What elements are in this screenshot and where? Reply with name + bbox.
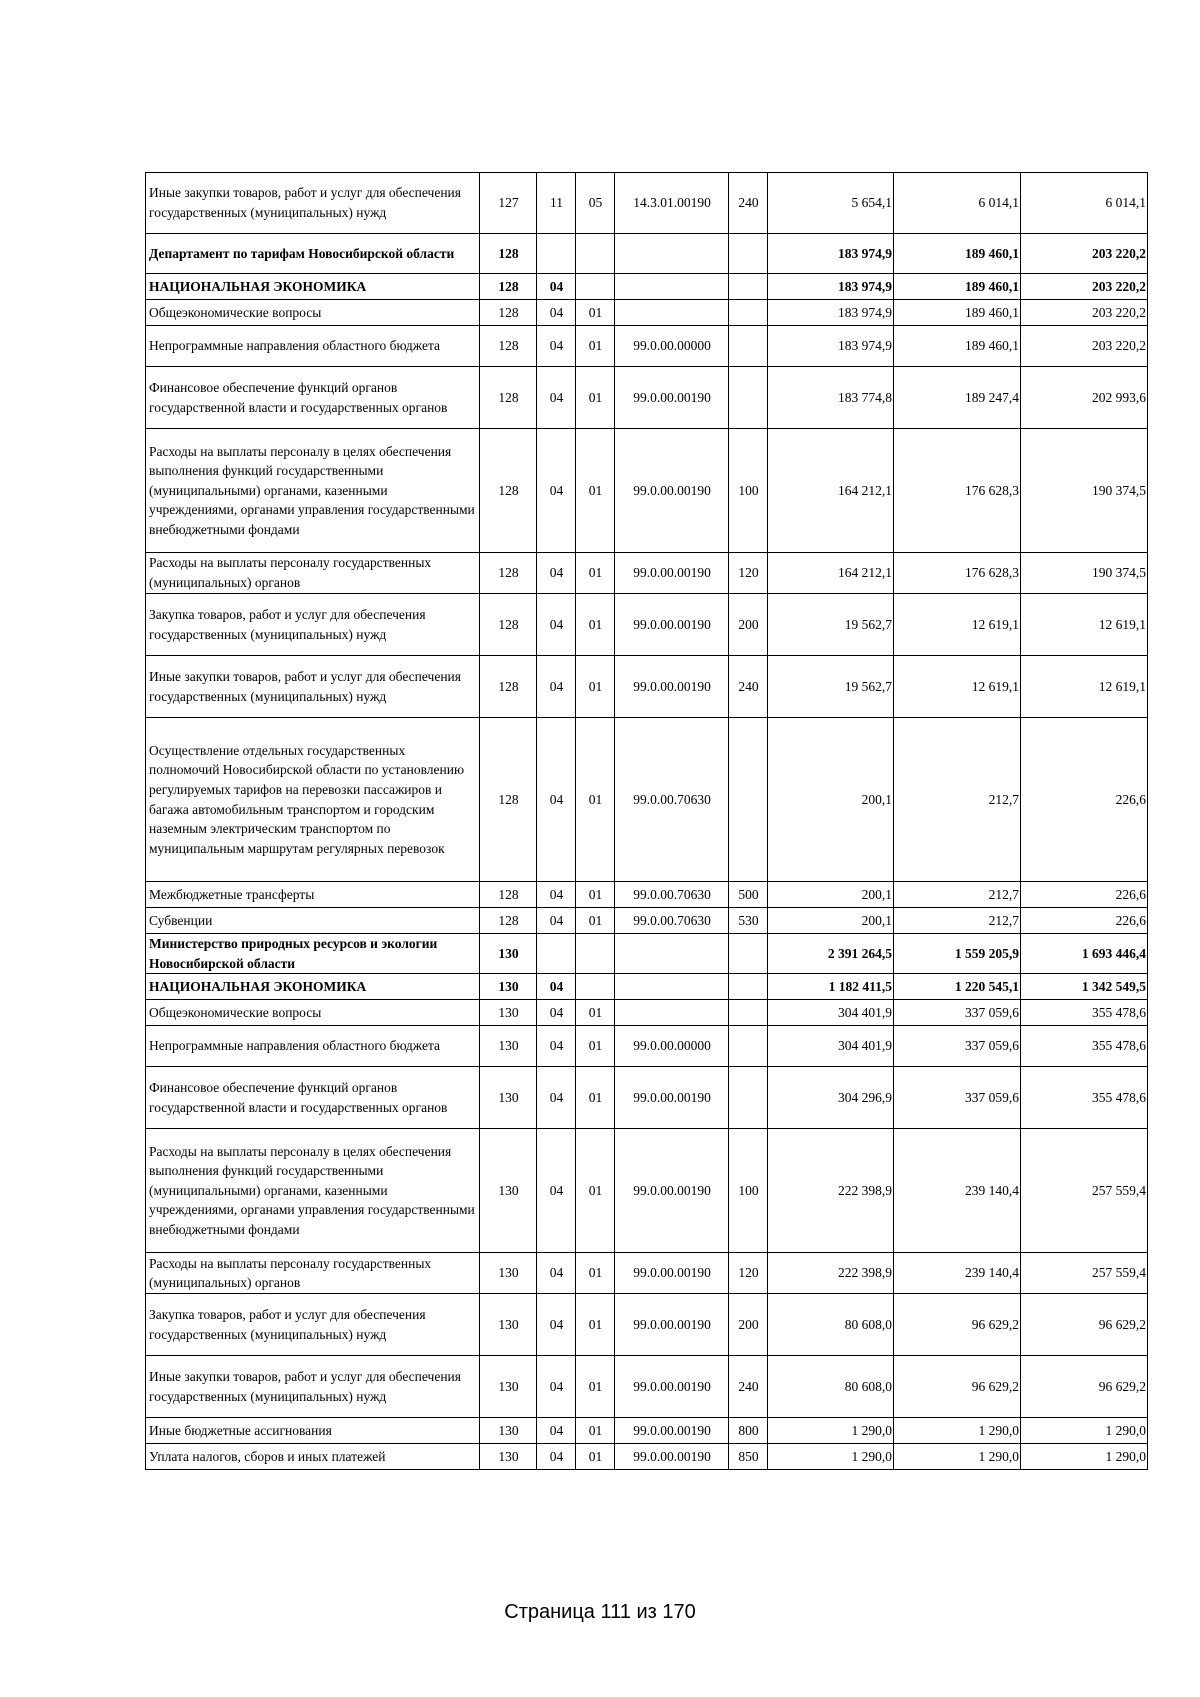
- table-row: [146, 429, 1148, 553]
- row-sum-year-2: 189 460,1: [894, 300, 1021, 326]
- row-sum-year-3: 190 374,5: [1021, 553, 1148, 594]
- row-sum-year-1: 164 212,1: [768, 553, 894, 594]
- row-target-article-code: 99.0.00.00000: [615, 1026, 729, 1067]
- row-section-code: [537, 234, 576, 274]
- row-sum-year-3: 203 220,2: [1021, 326, 1148, 367]
- row-sum-year-2: 189 247,4: [894, 367, 1021, 429]
- row-sum-year-2: 337 059,6: [894, 1026, 1021, 1067]
- table-row: [146, 274, 1148, 300]
- row-name: Иные закупки товаров, работ и услуг для обеспечения государственных (муниципальных) нужд: [146, 656, 480, 718]
- row-target-article-code: 99.0.00.00000: [615, 326, 729, 367]
- row-target-article-code: [615, 234, 729, 274]
- row-section-code: 04: [537, 326, 576, 367]
- row-subsection-code: [576, 274, 615, 300]
- row-section-code: 04: [537, 553, 576, 594]
- row-sum-year-2: 239 140,4: [894, 1253, 1021, 1294]
- row-name: Уплата налогов, сборов и иных платежей: [146, 1444, 480, 1470]
- row-ved-code: 128: [480, 882, 537, 908]
- row-sum-year-1: 200,1: [768, 908, 894, 934]
- table-row: [146, 553, 1148, 594]
- row-sum-year-1: 200,1: [768, 882, 894, 908]
- table-row: [146, 882, 1148, 908]
- page-number: Страница 111 из 170: [504, 1601, 696, 1623]
- row-ved-code: 130: [480, 1253, 537, 1294]
- row-section-code: 04: [537, 1129, 576, 1253]
- table-row: [146, 1356, 1148, 1418]
- row-section-code: 04: [537, 656, 576, 718]
- row-target-article-code: 99.0.00.00190: [615, 1294, 729, 1356]
- row-section-code: 11: [537, 173, 576, 234]
- row-subsection-code: 01: [576, 429, 615, 553]
- row-ved-code: 130: [480, 1000, 537, 1026]
- row-expense-type-code: [729, 1067, 768, 1129]
- row-ved-code: 128: [480, 300, 537, 326]
- row-subsection-code: 01: [576, 553, 615, 594]
- row-sum-year-2: 189 460,1: [894, 274, 1021, 300]
- table-row: [146, 594, 1148, 656]
- row-sum-year-3: 12 619,1: [1021, 594, 1148, 656]
- row-expense-type-code: 120: [729, 553, 768, 594]
- row-expense-type-code: 200: [729, 1294, 768, 1356]
- table-row: [146, 908, 1148, 934]
- row-subsection-code: 01: [576, 1067, 615, 1129]
- row-target-article-code: 99.0.00.00190: [615, 1444, 729, 1470]
- row-sum-year-2: 212,7: [894, 908, 1021, 934]
- row-ved-code: 128: [480, 908, 537, 934]
- row-sum-year-2: 96 629,2: [894, 1356, 1021, 1418]
- row-subsection-code: 05: [576, 173, 615, 234]
- row-expense-type-code: 240: [729, 656, 768, 718]
- row-name: Непрограммные направления областного бюджета: [146, 1026, 480, 1067]
- table-row: [146, 718, 1148, 882]
- row-section-code: 04: [537, 1418, 576, 1444]
- table-row: [146, 656, 1148, 718]
- row-name: Расходы на выплаты персоналу государственных (муниципальных) органов: [146, 553, 480, 594]
- table-row: [146, 173, 1148, 234]
- row-sum-year-3: 96 629,2: [1021, 1356, 1148, 1418]
- row-name: Общеэкономические вопросы: [146, 300, 480, 326]
- row-expense-type-code: [729, 300, 768, 326]
- row-name: Расходы на выплаты персоналу в целях обеспечения выполнения функций государственными (муниципальными) органами, казенными учреждениями, органами управления государственными внебюджетными фондами: [146, 1129, 480, 1253]
- row-section-code: 04: [537, 1000, 576, 1026]
- row-subsection-code: 01: [576, 1356, 615, 1418]
- row-sum-year-3: 355 478,6: [1021, 1026, 1148, 1067]
- row-name: Закупка товаров, работ и услуг для обеспечения государственных (муниципальных) нужд: [146, 594, 480, 656]
- row-ved-code: 128: [480, 656, 537, 718]
- table-row: [146, 1444, 1148, 1470]
- row-sum-year-1: 164 212,1: [768, 429, 894, 553]
- row-section-code: 04: [537, 1356, 576, 1418]
- row-expense-type-code: [729, 274, 768, 300]
- row-ved-code: 130: [480, 1067, 537, 1129]
- row-ved-code: 130: [480, 1418, 537, 1444]
- row-ved-code: 127: [480, 173, 537, 234]
- row-target-article-code: 99.0.00.00190: [615, 1356, 729, 1418]
- row-expense-type-code: 800: [729, 1418, 768, 1444]
- row-ved-code: 130: [480, 974, 537, 1000]
- row-name: НАЦИОНАЛЬНАЯ ЭКОНОМИКА: [146, 974, 480, 1000]
- row-sum-year-3: 226,6: [1021, 908, 1148, 934]
- row-ved-code: 128: [480, 429, 537, 553]
- row-expense-type-code: [729, 1026, 768, 1067]
- row-name: Осуществление отдельных государственных полномочий Новосибирской области по установлению регулируемых тарифов на перевозки пассажиров и багажа автомобильным транспортом и городским наземным электрическим транспортом по муниципальным маршрутам регулярных перевозок: [146, 718, 480, 882]
- row-target-article-code: [615, 1000, 729, 1026]
- row-sum-year-2: 189 460,1: [894, 234, 1021, 274]
- row-sum-year-2: 189 460,1: [894, 326, 1021, 367]
- row-ved-code: 128: [480, 326, 537, 367]
- row-sum-year-2: 337 059,6: [894, 1067, 1021, 1129]
- row-sum-year-2: 1 290,0: [894, 1418, 1021, 1444]
- row-sum-year-3: 202 993,6: [1021, 367, 1148, 429]
- row-sum-year-2: 212,7: [894, 718, 1021, 882]
- row-target-article-code: 99.0.00.00190: [615, 429, 729, 553]
- table-row: [146, 1253, 1148, 1294]
- row-name: Субвенции: [146, 908, 480, 934]
- row-ved-code: 130: [480, 1129, 537, 1253]
- row-name: Непрограммные направления областного бюджета: [146, 326, 480, 367]
- row-section-code: 04: [537, 1444, 576, 1470]
- row-ved-code: 130: [480, 1294, 537, 1356]
- row-sum-year-3: 190 374,5: [1021, 429, 1148, 553]
- row-subsection-code: [576, 234, 615, 274]
- row-expense-type-code: 200: [729, 594, 768, 656]
- row-sum-year-1: 183 974,9: [768, 274, 894, 300]
- table-row: [146, 934, 1148, 974]
- row-name: Иные закупки товаров, работ и услуг для обеспечения государственных (муниципальных) нужд: [146, 173, 480, 234]
- row-sum-year-2: 176 628,3: [894, 553, 1021, 594]
- row-section-code: 04: [537, 882, 576, 908]
- table-row: [146, 1129, 1148, 1253]
- row-sum-year-1: 80 608,0: [768, 1356, 894, 1418]
- budget-table: [145, 172, 1148, 1470]
- row-ved-code: 128: [480, 594, 537, 656]
- row-sum-year-3: 355 478,6: [1021, 1067, 1148, 1129]
- row-sum-year-1: 183 974,9: [768, 300, 894, 326]
- row-target-article-code: 99.0.00.00190: [615, 367, 729, 429]
- row-ved-code: 130: [480, 934, 537, 974]
- row-expense-type-code: 500: [729, 882, 768, 908]
- row-expense-type-code: 100: [729, 1129, 768, 1253]
- row-target-article-code: [615, 974, 729, 1000]
- row-section-code: 04: [537, 367, 576, 429]
- row-sum-year-1: 304 296,9: [768, 1067, 894, 1129]
- row-name: Расходы на выплаты персоналу государственных (муниципальных) органов: [146, 1253, 480, 1294]
- row-sum-year-3: 203 220,2: [1021, 300, 1148, 326]
- row-sum-year-3: 1 693 446,4: [1021, 934, 1148, 974]
- row-sum-year-3: 12 619,1: [1021, 656, 1148, 718]
- row-subsection-code: 01: [576, 367, 615, 429]
- row-name: Закупка товаров, работ и услуг для обеспечения государственных (муниципальных) нужд: [146, 1294, 480, 1356]
- row-ved-code: 130: [480, 1444, 537, 1470]
- row-subsection-code: 01: [576, 1253, 615, 1294]
- table-row: [146, 1294, 1148, 1356]
- row-name: Министерство природных ресурсов и экологии Новосибирской области: [146, 934, 480, 974]
- row-sum-year-1: 200,1: [768, 718, 894, 882]
- row-subsection-code: 01: [576, 908, 615, 934]
- table-row: [146, 300, 1148, 326]
- row-sum-year-1: 19 562,7: [768, 594, 894, 656]
- row-subsection-code: 01: [576, 1418, 615, 1444]
- row-sum-year-1: 183 974,9: [768, 234, 894, 274]
- row-ved-code: 130: [480, 1356, 537, 1418]
- row-expense-type-code: 100: [729, 429, 768, 553]
- row-section-code: 04: [537, 1067, 576, 1129]
- row-sum-year-3: 1 290,0: [1021, 1418, 1148, 1444]
- row-subsection-code: 01: [576, 1444, 615, 1470]
- row-name: Общеэкономические вопросы: [146, 1000, 480, 1026]
- row-subsection-code: 01: [576, 718, 615, 882]
- row-sum-year-2: 176 628,3: [894, 429, 1021, 553]
- row-target-article-code: 99.0.00.00190: [615, 1067, 729, 1129]
- row-sum-year-3: 96 629,2: [1021, 1294, 1148, 1356]
- row-section-code: 04: [537, 1294, 576, 1356]
- row-ved-code: 128: [480, 274, 537, 300]
- row-sum-year-2: 1 290,0: [894, 1444, 1021, 1470]
- row-target-article-code: 99.0.00.00190: [615, 1129, 729, 1253]
- row-sum-year-3: 1 290,0: [1021, 1444, 1148, 1470]
- row-sum-year-1: 304 401,9: [768, 1000, 894, 1026]
- row-subsection-code: 01: [576, 1294, 615, 1356]
- row-ved-code: 128: [480, 367, 537, 429]
- row-sum-year-1: 183 774,8: [768, 367, 894, 429]
- row-sum-year-3: 257 559,4: [1021, 1253, 1148, 1294]
- row-expense-type-code: 120: [729, 1253, 768, 1294]
- row-target-article-code: 99.0.00.70630: [615, 908, 729, 934]
- row-name: Иные закупки товаров, работ и услуг для обеспечения государственных (муниципальных) нужд: [146, 1356, 480, 1418]
- row-subsection-code: 01: [576, 1026, 615, 1067]
- row-subsection-code: [576, 974, 615, 1000]
- row-section-code: 04: [537, 300, 576, 326]
- table-row: [146, 234, 1148, 274]
- row-subsection-code: 01: [576, 656, 615, 718]
- table-body: [146, 173, 1148, 1470]
- row-section-code: 04: [537, 718, 576, 882]
- row-sum-year-3: 355 478,6: [1021, 1000, 1148, 1026]
- row-name: Департамент по тарифам Новосибирской области: [146, 234, 480, 274]
- row-sum-year-2: 1 559 205,9: [894, 934, 1021, 974]
- row-sum-year-2: 212,7: [894, 882, 1021, 908]
- row-sum-year-3: 6 014,1: [1021, 173, 1148, 234]
- row-ved-code: 128: [480, 234, 537, 274]
- row-expense-type-code: 240: [729, 173, 768, 234]
- row-target-article-code: [615, 274, 729, 300]
- row-sum-year-2: 337 059,6: [894, 1000, 1021, 1026]
- row-name: Финансовое обеспечение функций органов государственной власти и государственных органов: [146, 1067, 480, 1129]
- row-target-article-code: [615, 300, 729, 326]
- row-sum-year-1: 222 398,9: [768, 1253, 894, 1294]
- row-target-article-code: 99.0.00.00190: [615, 594, 729, 656]
- row-name: НАЦИОНАЛЬНАЯ ЭКОНОМИКА: [146, 274, 480, 300]
- row-sum-year-2: 96 629,2: [894, 1294, 1021, 1356]
- table-row: [146, 974, 1148, 1000]
- row-expense-type-code: [729, 718, 768, 882]
- table-row: [146, 1067, 1148, 1129]
- row-sum-year-2: 12 619,1: [894, 656, 1021, 718]
- row-ved-code: 128: [480, 553, 537, 594]
- row-sum-year-1: 304 401,9: [768, 1026, 894, 1067]
- row-section-code: 04: [537, 1253, 576, 1294]
- row-sum-year-2: 12 619,1: [894, 594, 1021, 656]
- row-sum-year-1: 222 398,9: [768, 1129, 894, 1253]
- row-sum-year-1: 19 562,7: [768, 656, 894, 718]
- row-name: Финансовое обеспечение функций органов государственной власти и государственных органов: [146, 367, 480, 429]
- row-expense-type-code: [729, 1000, 768, 1026]
- row-expense-type-code: [729, 326, 768, 367]
- row-target-article-code: 99.0.00.00190: [615, 553, 729, 594]
- row-sum-year-3: 203 220,2: [1021, 274, 1148, 300]
- row-expense-type-code: [729, 234, 768, 274]
- row-expense-type-code: 850: [729, 1444, 768, 1470]
- row-sum-year-3: 257 559,4: [1021, 1129, 1148, 1253]
- row-expense-type-code: 240: [729, 1356, 768, 1418]
- table-row: [146, 326, 1148, 367]
- row-sum-year-1: 1 290,0: [768, 1418, 894, 1444]
- row-sum-year-3: 1 342 549,5: [1021, 974, 1148, 1000]
- row-ved-code: 130: [480, 1026, 537, 1067]
- row-sum-year-1: 183 974,9: [768, 326, 894, 367]
- row-section-code: 04: [537, 429, 576, 553]
- row-sum-year-1: 5 654,1: [768, 173, 894, 234]
- row-subsection-code: 01: [576, 1000, 615, 1026]
- row-sum-year-3: 203 220,2: [1021, 234, 1148, 274]
- row-sum-year-3: 226,6: [1021, 882, 1148, 908]
- row-sum-year-2: 1 220 545,1: [894, 974, 1021, 1000]
- row-target-article-code: 99.0.00.70630: [615, 718, 729, 882]
- row-target-article-code: 99.0.00.70630: [615, 882, 729, 908]
- row-subsection-code: 01: [576, 882, 615, 908]
- table-row: [146, 367, 1148, 429]
- row-expense-type-code: [729, 367, 768, 429]
- row-target-article-code: 99.0.00.00190: [615, 1253, 729, 1294]
- row-ved-code: 128: [480, 718, 537, 882]
- row-sum-year-1: 80 608,0: [768, 1294, 894, 1356]
- row-sum-year-3: 226,6: [1021, 718, 1148, 882]
- table-row: [146, 1000, 1148, 1026]
- row-sum-year-1: 1 290,0: [768, 1444, 894, 1470]
- row-target-article-code: 99.0.00.00190: [615, 656, 729, 718]
- row-section-code: 04: [537, 974, 576, 1000]
- row-section-code: 04: [537, 908, 576, 934]
- row-section-code: 04: [537, 274, 576, 300]
- row-target-article-code: 14.3.01.00190: [615, 173, 729, 234]
- row-subsection-code: 01: [576, 326, 615, 367]
- row-section-code: [537, 934, 576, 974]
- row-expense-type-code: 530: [729, 908, 768, 934]
- row-name: Расходы на выплаты персоналу в целях обеспечения выполнения функций государственными (муниципальными) органами, казенными учреждениями, органами управления государственными внебюджетными фондами: [146, 429, 480, 553]
- row-sum-year-1: 2 391 264,5: [768, 934, 894, 974]
- row-section-code: 04: [537, 1026, 576, 1067]
- row-sum-year-2: 6 014,1: [894, 173, 1021, 234]
- row-sum-year-2: 239 140,4: [894, 1129, 1021, 1253]
- row-name: Иные бюджетные ассигнования: [146, 1418, 480, 1444]
- row-target-article-code: [615, 934, 729, 974]
- row-expense-type-code: [729, 974, 768, 1000]
- row-target-article-code: 99.0.00.00190: [615, 1418, 729, 1444]
- row-subsection-code: 01: [576, 594, 615, 656]
- table-row: [146, 1026, 1148, 1067]
- row-subsection-code: [576, 934, 615, 974]
- row-section-code: 04: [537, 594, 576, 656]
- row-expense-type-code: [729, 934, 768, 974]
- row-sum-year-1: 1 182 411,5: [768, 974, 894, 1000]
- row-name: Межбюджетные трансферты: [146, 882, 480, 908]
- row-subsection-code: 01: [576, 300, 615, 326]
- row-subsection-code: 01: [576, 1129, 615, 1253]
- table-row: [146, 1418, 1148, 1444]
